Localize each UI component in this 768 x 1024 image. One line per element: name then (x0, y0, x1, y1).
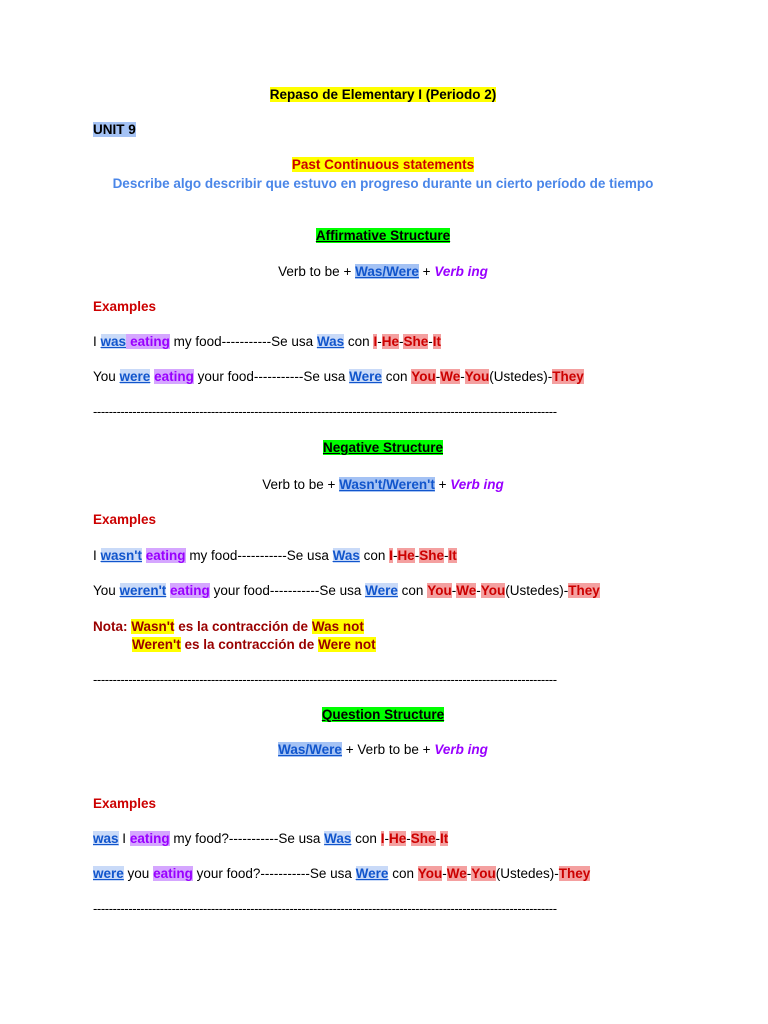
text-affirmative-heading: Affirmative Structure (315, 228, 451, 243)
text-common-examples: Examples (93, 796, 157, 811)
text-negative-formula-aux: Wasn't/Weren't (339, 477, 435, 492)
text-common-examples: Examples (93, 512, 157, 527)
text-common-plus: + (345, 742, 354, 757)
text-affirmative-ex2-subject: You (93, 369, 116, 384)
text-negative-ex1-aux: wasn't (100, 548, 143, 563)
separator-3: ---------------------------------------------------------------------------------------------------------------------- (93, 901, 557, 916)
text-common-se-usa: -----------Se usa (253, 369, 346, 384)
affirmative-example-2 (93, 369, 673, 384)
text-common-plus: + (327, 477, 336, 492)
text-common-con: con (363, 548, 386, 563)
text-common-dash: - (406, 831, 411, 846)
text-common-my-food: my food (189, 548, 238, 563)
text-negative-nota-label: Nota: (93, 619, 128, 634)
text-common-verb-to-be: Verb to be (262, 477, 324, 492)
text-common-dash: - (392, 548, 398, 563)
text-common-were: Were (349, 369, 382, 384)
text-negative-nota2-word: Weren't (132, 637, 181, 652)
text-common-my-food-q: my food? (173, 831, 229, 846)
text-common-plus: + (422, 264, 431, 279)
examples-label-3 (93, 796, 673, 811)
text-common-dash: - (442, 866, 447, 881)
text-common-eating: eating (129, 831, 170, 846)
text-common-your-food: your food (213, 583, 270, 598)
question-example-2 (93, 866, 673, 881)
text-common-we: We (446, 866, 467, 881)
text-common-you: You (427, 583, 452, 598)
text-common-eating: eating (170, 583, 210, 598)
text-common-con: con (401, 583, 424, 598)
text-common-you: You (417, 866, 443, 881)
text-common-con: con (355, 831, 377, 846)
text-common-dash: - (460, 369, 465, 384)
text-common-eating: eating (145, 548, 186, 563)
question-heading (93, 707, 673, 722)
text-common-was: Was (316, 334, 345, 349)
text-common-it: It (440, 831, 449, 846)
section-description (93, 176, 673, 191)
text-common-dash: - (476, 583, 481, 598)
text-common-ustedes: (Ustedes)- (495, 866, 559, 881)
text-negative-nota-text: es la contracción de (184, 637, 315, 652)
text-question-heading: Question Structure (321, 707, 445, 722)
text-common-they: They (558, 866, 591, 881)
text-common-ustedes: (Ustedes)- (489, 369, 553, 384)
text-common-we: We (440, 369, 461, 384)
text-common-they: They (568, 583, 600, 598)
text-question-ex2-subject: you (127, 866, 150, 881)
text-question-ex1-aux: was (93, 831, 119, 846)
text-negative-nota1-full: Was not (311, 619, 364, 634)
text-question-formula-aux: Was/Were (278, 742, 342, 757)
text-common-plus: + (438, 477, 447, 492)
affirmative-example-1 (93, 334, 673, 349)
text-common-se-usa: -----------Se usa (228, 831, 321, 846)
text-common-dash: - (428, 334, 433, 349)
text-negative-heading: Negative Structure (322, 440, 444, 455)
text-common-were: Were (365, 583, 398, 598)
text-common-it: It (448, 548, 457, 563)
text-common-con: con (385, 369, 408, 384)
text-common-were: Were (355, 866, 389, 881)
text-common-dash: - (398, 334, 404, 349)
text-common-it: It (432, 334, 441, 349)
text-common-dash: - (451, 583, 457, 598)
text-common-you: You (480, 583, 506, 598)
text-description: Describe algo describir que estuvo en progreso durante un cierto período de tiempo (112, 176, 654, 191)
text-common-dash: - (466, 866, 472, 881)
nota-line-2 (132, 637, 712, 652)
text-common-they: They (552, 369, 584, 384)
unit-label (93, 122, 673, 137)
text-common-eating: eating (153, 866, 193, 881)
text-question-ex1-subject: I (122, 831, 127, 846)
text-common-verb-to-be: Verb to be (278, 264, 340, 279)
separator-2: ---------------------------------------------------------------------------------------------------------------------- (93, 672, 557, 687)
text-common-she: She (410, 831, 436, 846)
text-common-verb-to-be: Verb to be (357, 742, 419, 757)
text-common-dash: - (435, 369, 441, 384)
text-common-was: Was (332, 548, 360, 563)
text-common-we: We (456, 583, 477, 598)
text-common-he: He (381, 334, 399, 349)
text-common-he: He (397, 548, 415, 563)
text-common-i: I (373, 334, 378, 349)
text-common-he: He (388, 831, 407, 846)
text-common-was: Was (324, 831, 352, 846)
text-affirmative-ex1-aux: was (100, 334, 127, 349)
text-common-ustedes: (Ustedes)- (505, 583, 569, 598)
document-title (93, 87, 673, 102)
text-common-dash: - (435, 831, 441, 846)
negative-example-2 (93, 583, 673, 598)
text-negative-ex1-subject: I (93, 548, 97, 563)
examples-label-1 (93, 299, 673, 314)
text-common-verb-ing: Verb ing (434, 742, 488, 757)
text-negative-nota-text: es la contracción de (178, 619, 309, 634)
question-formula (93, 742, 673, 757)
negative-example-1 (93, 548, 673, 563)
text-common-you: You (471, 866, 496, 881)
text-common-verb-ing: Verb ing (434, 264, 488, 279)
text-question-ex2-aux: were (93, 866, 124, 881)
text-common-my-food: my food (173, 334, 222, 349)
text-common-dash: - (414, 548, 420, 563)
section-title (93, 157, 673, 172)
separator-1: ---------------------------------------------------------------------------------------------------------------------- (93, 404, 557, 419)
text-common-plus: + (422, 742, 431, 757)
negative-formula (93, 477, 673, 492)
text-common-your-food: your food (197, 369, 254, 384)
text-negative-nota2-full: Were not (318, 637, 376, 652)
text-common-i: I (380, 831, 385, 846)
nota-line-1 (93, 619, 673, 634)
text-common-dash: - (384, 831, 389, 846)
text-common-your-food-q: your food? (196, 866, 261, 881)
text-common-verb-ing: Verb ing (450, 477, 504, 492)
text-common-se-usa: -----------Se usa (237, 548, 329, 563)
text-title: Repaso de Elementary I (Periodo 2) (269, 87, 497, 102)
text-common-she: She (403, 334, 429, 349)
affirmative-heading (93, 228, 673, 243)
text-common-plus: + (343, 264, 352, 279)
text-common-i: I (389, 548, 393, 563)
question-example-1 (93, 831, 673, 846)
text-negative-nota1-word: Wasn't (131, 619, 175, 634)
text-common-se-usa: -----------Se usa (269, 583, 362, 598)
affirmative-formula (93, 264, 673, 279)
text-affirmative-ex1-subject: I (93, 334, 97, 349)
text-common-eating: eating (126, 334, 170, 349)
text-affirmative-formula-aux: Was/Were (355, 264, 419, 279)
examples-label-2 (93, 512, 673, 527)
text-common-con: con (392, 866, 414, 881)
text-common-eating: eating (154, 369, 194, 384)
text-affirmative-ex2-aux: were (119, 369, 151, 384)
text-negative-ex2-aux: weren't (119, 583, 167, 598)
text-common-se-usa: -----------Se usa (260, 866, 352, 881)
text-section-title: Past Continuous statements (291, 157, 475, 172)
text-common-dash: - (443, 548, 449, 563)
text-common-con: con (347, 334, 370, 349)
text-negative-ex2-subject: You (93, 583, 116, 598)
text-common-examples: Examples (93, 299, 157, 314)
text-unit: UNIT 9 (93, 122, 136, 137)
text-common-she: She (419, 548, 444, 563)
text-common-you: You (464, 369, 490, 384)
text-common-dash: - (377, 334, 382, 349)
negative-heading (93, 440, 673, 455)
text-common-you: You (411, 369, 436, 384)
text-common-se-usa: -----------Se usa (221, 334, 314, 349)
